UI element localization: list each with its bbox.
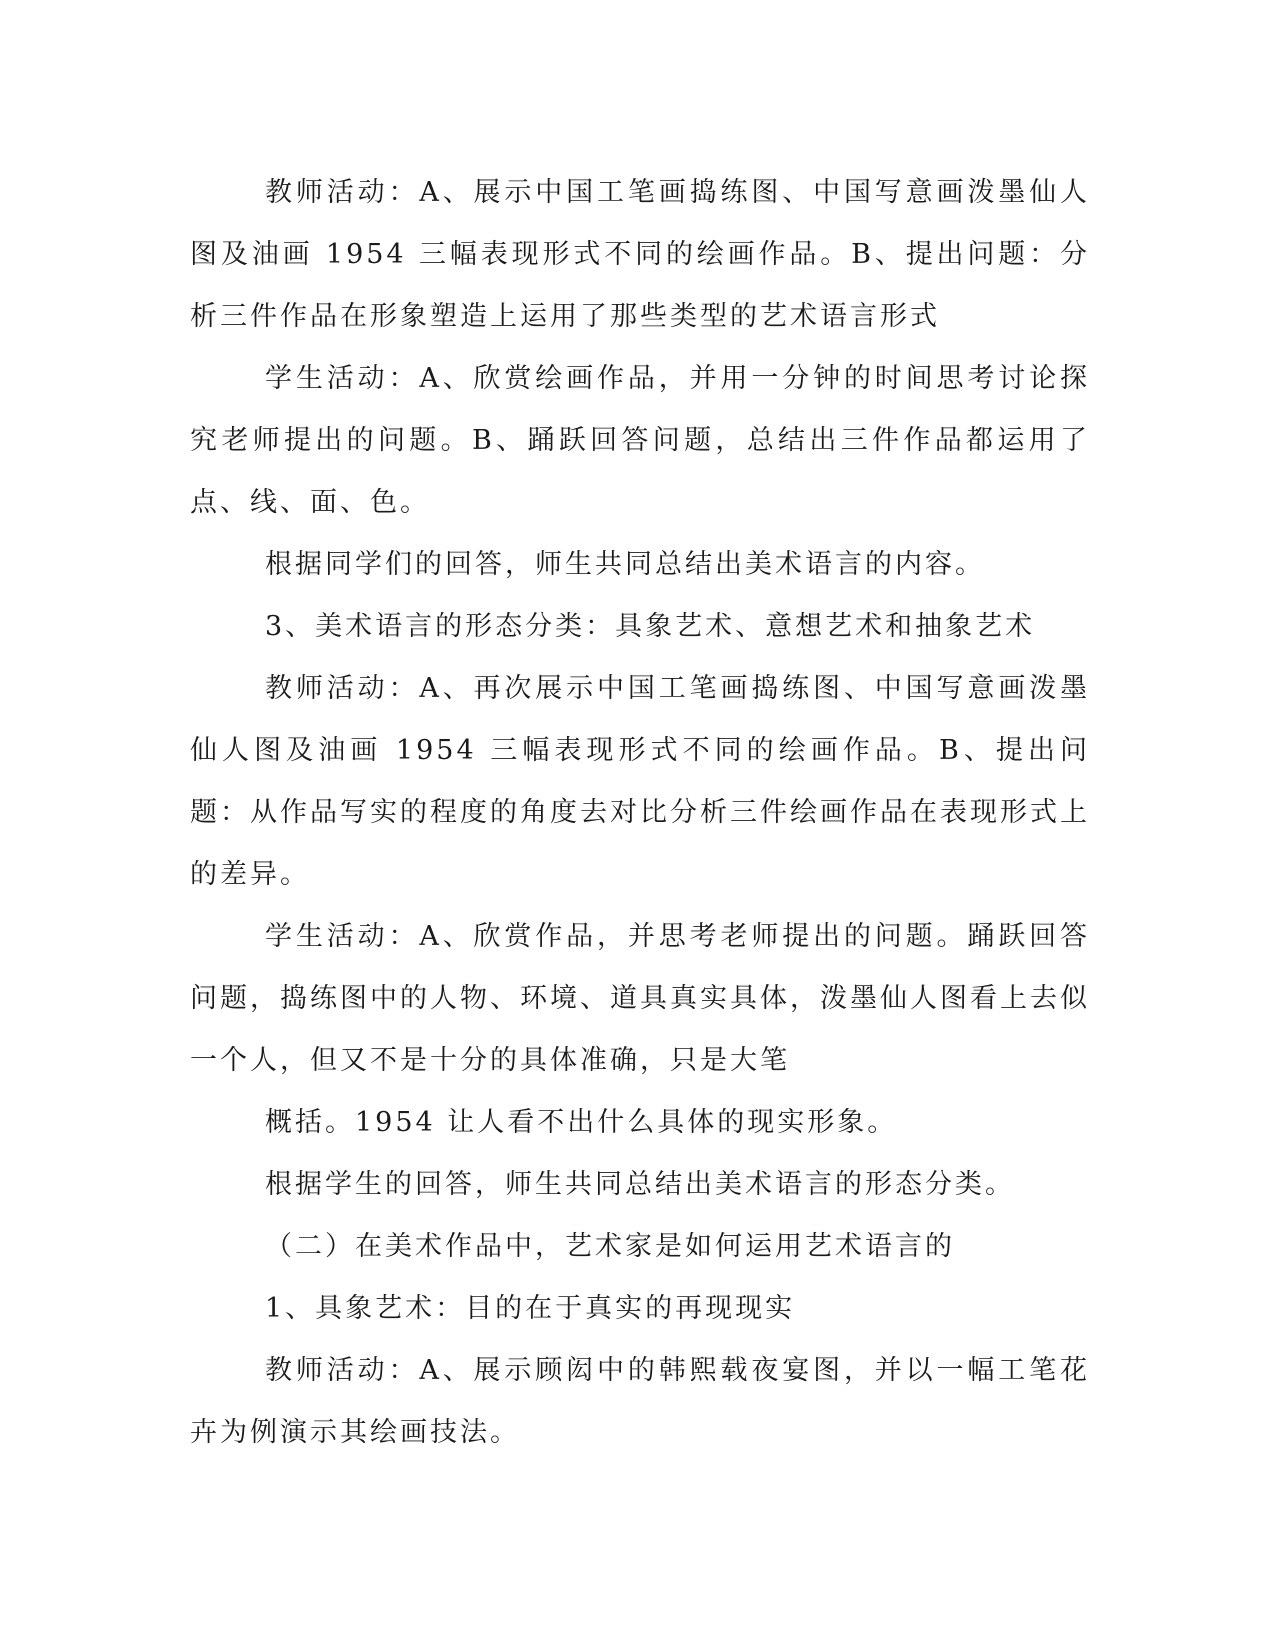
paragraph-teacher-activity-2: 教师活动：A、再次展示中国工笔画捣练图、中国写意画泼墨仙人图及油画 1954 三幅表现形式不同的绘画作品。B、提出问题：从作品写实的程度的角度去对比分析三件绘画作品在表现形式上的差异。 — [190, 673, 1090, 890]
paragraph-section-3-heading: 3、美术语言的形态分类：具象艺术、意想艺术和抽象艺术 — [265, 611, 1036, 642]
paragraph-teacher-activity-1: 教师活动：A、展示中国工笔画捣练图、中国写意画泼墨仙人图及油画 1954 三幅表现形式不同的绘画作品。B、提出问题：分析三件作品在形象塑造上运用了那些类型的艺术语言形式 — [190, 177, 1090, 332]
paragraph-continuation: 概括。1954 让人看不出什么具体的现实形象。 — [265, 1107, 898, 1138]
paragraph-teacher-activity-3: 教师活动：A、展示顾闳中的韩熙载夜宴图，并以一幅工笔花卉为例演示其绘画技法。 — [190, 1355, 1090, 1448]
paragraph-student-activity-1: 学生活动：A、欣赏绘画作品，并用一分钟的时间思考讨论探究老师提出的问题。B、踊跃回答问题，总结出三件作品都运用了点、线、面、色。 — [190, 363, 1090, 518]
paragraph-summary-2: 根据学生的回答，师生共同总结出美术语言的形态分类。 — [265, 1169, 1015, 1200]
paragraph-student-activity-2: 学生活动：A、欣赏作品，并思考老师提出的问题。踊跃回答问题，捣练图中的人物、环境、道具真实具体，泼墨仙人图看上去似一个人，但又不是十分的具体准确，只是大笔 — [190, 921, 1090, 1076]
paragraph-subsection-2-heading: （二）在美术作品中，艺术家是如何运用艺术语言的 — [265, 1231, 955, 1262]
paragraph-summary-1: 根据同学们的回答，师生共同总结出美术语言的内容。 — [265, 549, 985, 580]
document-body — [190, 162, 1090, 1464]
paragraph-item-1-heading: 1、具象艺术：目的在于真实的再现现实 — [265, 1293, 796, 1324]
